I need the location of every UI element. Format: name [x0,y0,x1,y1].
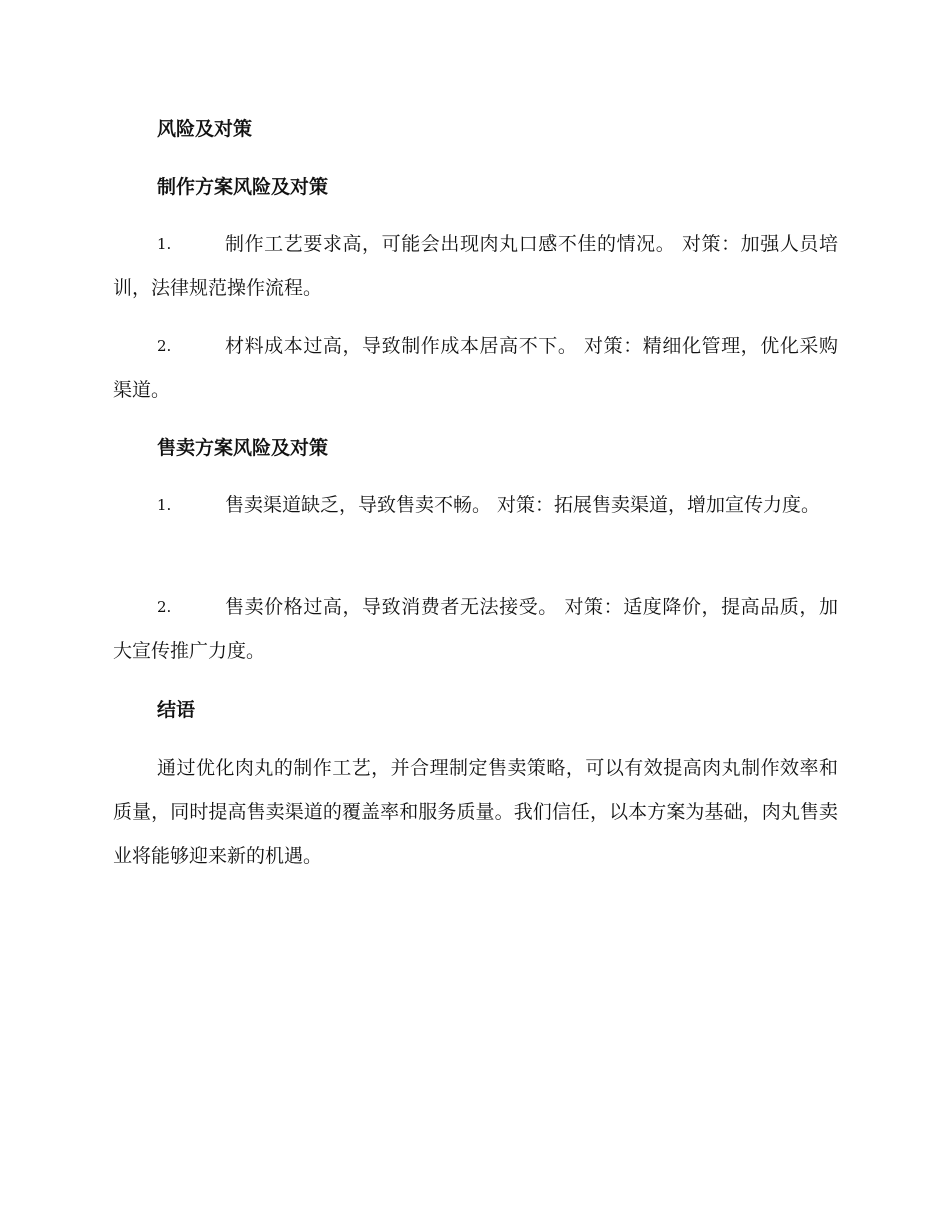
list-item [113,222,838,310]
list-text: 材料成本过高，导致制作成本居高不下。 对策：精细化管理，优化采购渠道。 [113,335,838,401]
list-text: 售卖价格过高，导致消费者无法接受。 对策：适度降价，提高品质，加大宣传推广力度。 [113,596,838,662]
list-number: 1. [157,235,172,253]
production-risk-heading: 制作方案风险及对策 [157,176,329,198]
list-number: 1. [157,496,172,514]
list-text: 制作工艺要求高，可能会出现肉丸口感不佳的情况。 对策：加强人员培训，法律规范操作流程。 [113,233,838,299]
conclusion-paragraph: 通过优化肉丸的制作工艺，并合理制定售卖策略，可以有效提高肉丸制作效率和质量，同时提高售卖渠道的覆盖率和服务质量。我们信任，以本方案为基础，肉丸售卖业将能够迎来新的机遇。 [113,757,838,867]
list-number: 2. [157,598,172,616]
section-title: 风险及对策 [157,118,253,140]
list-item [113,324,838,412]
list-item [113,483,838,527]
sales-risk-heading: 售卖方案风险及对策 [157,437,329,459]
conclusion-heading: 结语 [157,699,196,721]
list-number: 2. [157,337,172,355]
list-text: 售卖渠道缺乏，导致售卖不畅。 对策：拓展售卖渠道，增加宣传力度。 [225,494,821,516]
list-item [113,585,838,673]
